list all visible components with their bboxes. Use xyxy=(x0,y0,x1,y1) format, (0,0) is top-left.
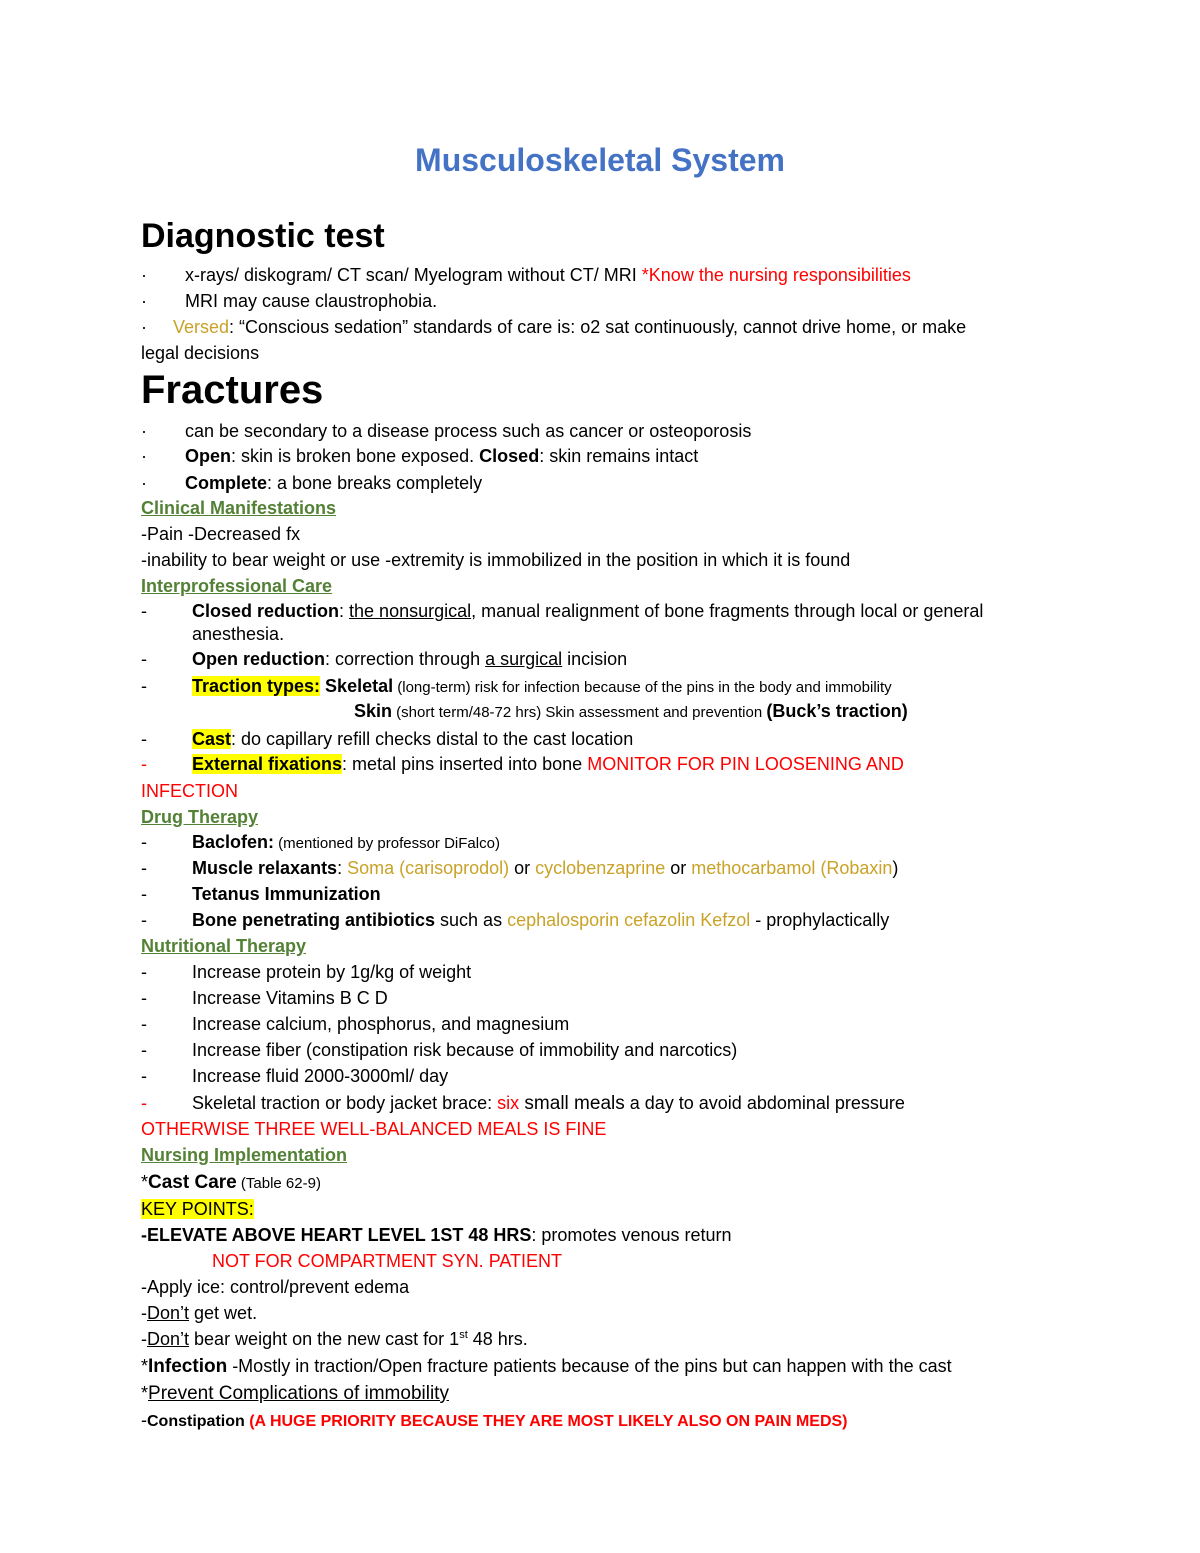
nut-item-1: - Increase protein by 1g/kg of weight xyxy=(141,962,472,982)
nut-item-4: - Increase fiber (constipation risk because of immobility and narcotics) xyxy=(141,1040,738,1060)
nut-item-6: - Skeletal traction or body jacket brace: six small meals a day to avoid abdominal pressure xyxy=(141,1093,905,1114)
nurs-not-for-compartment: NOT FOR COMPARTMENT SYN. PATIENT xyxy=(212,1251,563,1271)
ipc-open-reduction: - Open reduction: correction through a surgical incision xyxy=(141,649,628,669)
drug-baclofen: - Baclofen: (mentioned by professor DiFalco) xyxy=(141,832,500,852)
ipc-external-fixations-cont: INFECTION xyxy=(141,781,238,801)
nut-item-2: - Increase Vitamins B C D xyxy=(141,988,388,1008)
nutritional-therapy-heading: Nutritional Therapy xyxy=(141,936,307,956)
nurs-key-points: KEY POINTS: xyxy=(141,1199,254,1219)
nurs-constipation: -Constipation (A HUGE PRIORITY BECAUSE THEY ARE MOST LIKELY ALSO ON PAIN MEDS) xyxy=(141,1410,848,1430)
drug-tetanus: - Tetanus Immunization xyxy=(141,884,381,904)
ipc-closed-reduction: - Closed reduction: the nonsurgical, manual realignment of bone fragments through local or general xyxy=(141,601,984,621)
diag-line-3: · Versed: “Conscious sedation” standards of care is: o2 sat continuously, cannot drive home, or make xyxy=(141,317,967,337)
ipc-traction-types: - Traction types: Skeletal (long-term) risk for infection because of the pins in the body and immobility xyxy=(141,676,892,696)
fract-line-3: · Complete: a bone breaks completely xyxy=(141,473,483,493)
nurs-dont-get-wet: -Don’t get wet. xyxy=(141,1303,258,1323)
diagnostic-heading: Diagnostic test xyxy=(141,217,385,255)
drug-muscle-relaxants: - Muscle relaxants: Soma (carisoprodol) or cyclobenzaprine or methocarbamol (Robaxin) xyxy=(141,858,899,878)
ipc-external-fixations: - External fixations: metal pins inserted into bone MONITOR FOR PIN LOOSENING AND xyxy=(141,754,904,774)
nurs-prevent-complications: *Prevent Complications of immobility xyxy=(141,1383,449,1404)
cm-line-2: -inability to bear weight or use -extremity is immobilized in the position in which it is found xyxy=(141,550,851,570)
diag-line-4: legal decisions xyxy=(141,343,260,363)
nurs-cast-care: *Cast Care (Table 62-9) xyxy=(141,1172,321,1193)
interprofessional-care-heading: Interprofessional Care xyxy=(141,576,333,596)
clinical-manifestations-heading: Clinical Manifestations xyxy=(141,498,337,518)
diag-line-2: · MRI may cause claustrophobia. xyxy=(141,291,438,311)
ipc-traction-skin: Skin (short term/48-72 hrs) Skin assessment and prevention (Buck’s traction) xyxy=(354,701,908,721)
nurs-dont-bear-weight: -Don’t bear weight on the new cast for 1st 48 hrs. xyxy=(141,1329,528,1349)
drug-antibiotics: - Bone penetrating antibiotics such as cephalosporin cefazolin Kefzol - prophylactically xyxy=(141,910,890,930)
nut-item-7: OTHERWISE THREE WELL-BALANCED MEALS IS FINE xyxy=(141,1119,607,1139)
nursing-implementation-heading: Nursing Implementation xyxy=(141,1145,348,1165)
nut-item-5: - Increase fluid 2000-3000ml/ day xyxy=(141,1066,449,1086)
fractures-heading: Fractures xyxy=(141,368,324,412)
nurs-elevate: -ELEVATE ABOVE HEART LEVEL 1ST 48 HRS: promotes venous return xyxy=(141,1225,732,1245)
nurs-infection: *Infection -Mostly in traction/Open fracture patients because of the pins but can happen with the cast xyxy=(141,1356,952,1377)
diag-line-1: · x-rays/ diskogram/ CT scan/ Myelogram without CT/ MRI *Know the nursing responsibilities xyxy=(141,265,911,285)
page-title: Musculoskeletal System xyxy=(415,142,785,178)
cm-line-1: -Pain -Decreased fx xyxy=(141,524,301,544)
ipc-closed-reduction-cont: anesthesia. xyxy=(192,624,285,644)
ipc-cast: - Cast: do capillary refill checks distal to the cast location xyxy=(141,729,634,749)
fract-line-2: · Open: skin is broken bone exposed. Closed: skin remains intact xyxy=(141,446,699,466)
nut-item-3: - Increase calcium, phosphorus, and magnesium xyxy=(141,1014,570,1034)
nurs-apply-ice: -Apply ice: control/prevent edema xyxy=(141,1277,410,1297)
fract-line-1: · can be secondary to a disease process such as cancer or osteoporosis xyxy=(141,421,752,441)
drug-therapy-heading: Drug Therapy xyxy=(141,807,259,827)
